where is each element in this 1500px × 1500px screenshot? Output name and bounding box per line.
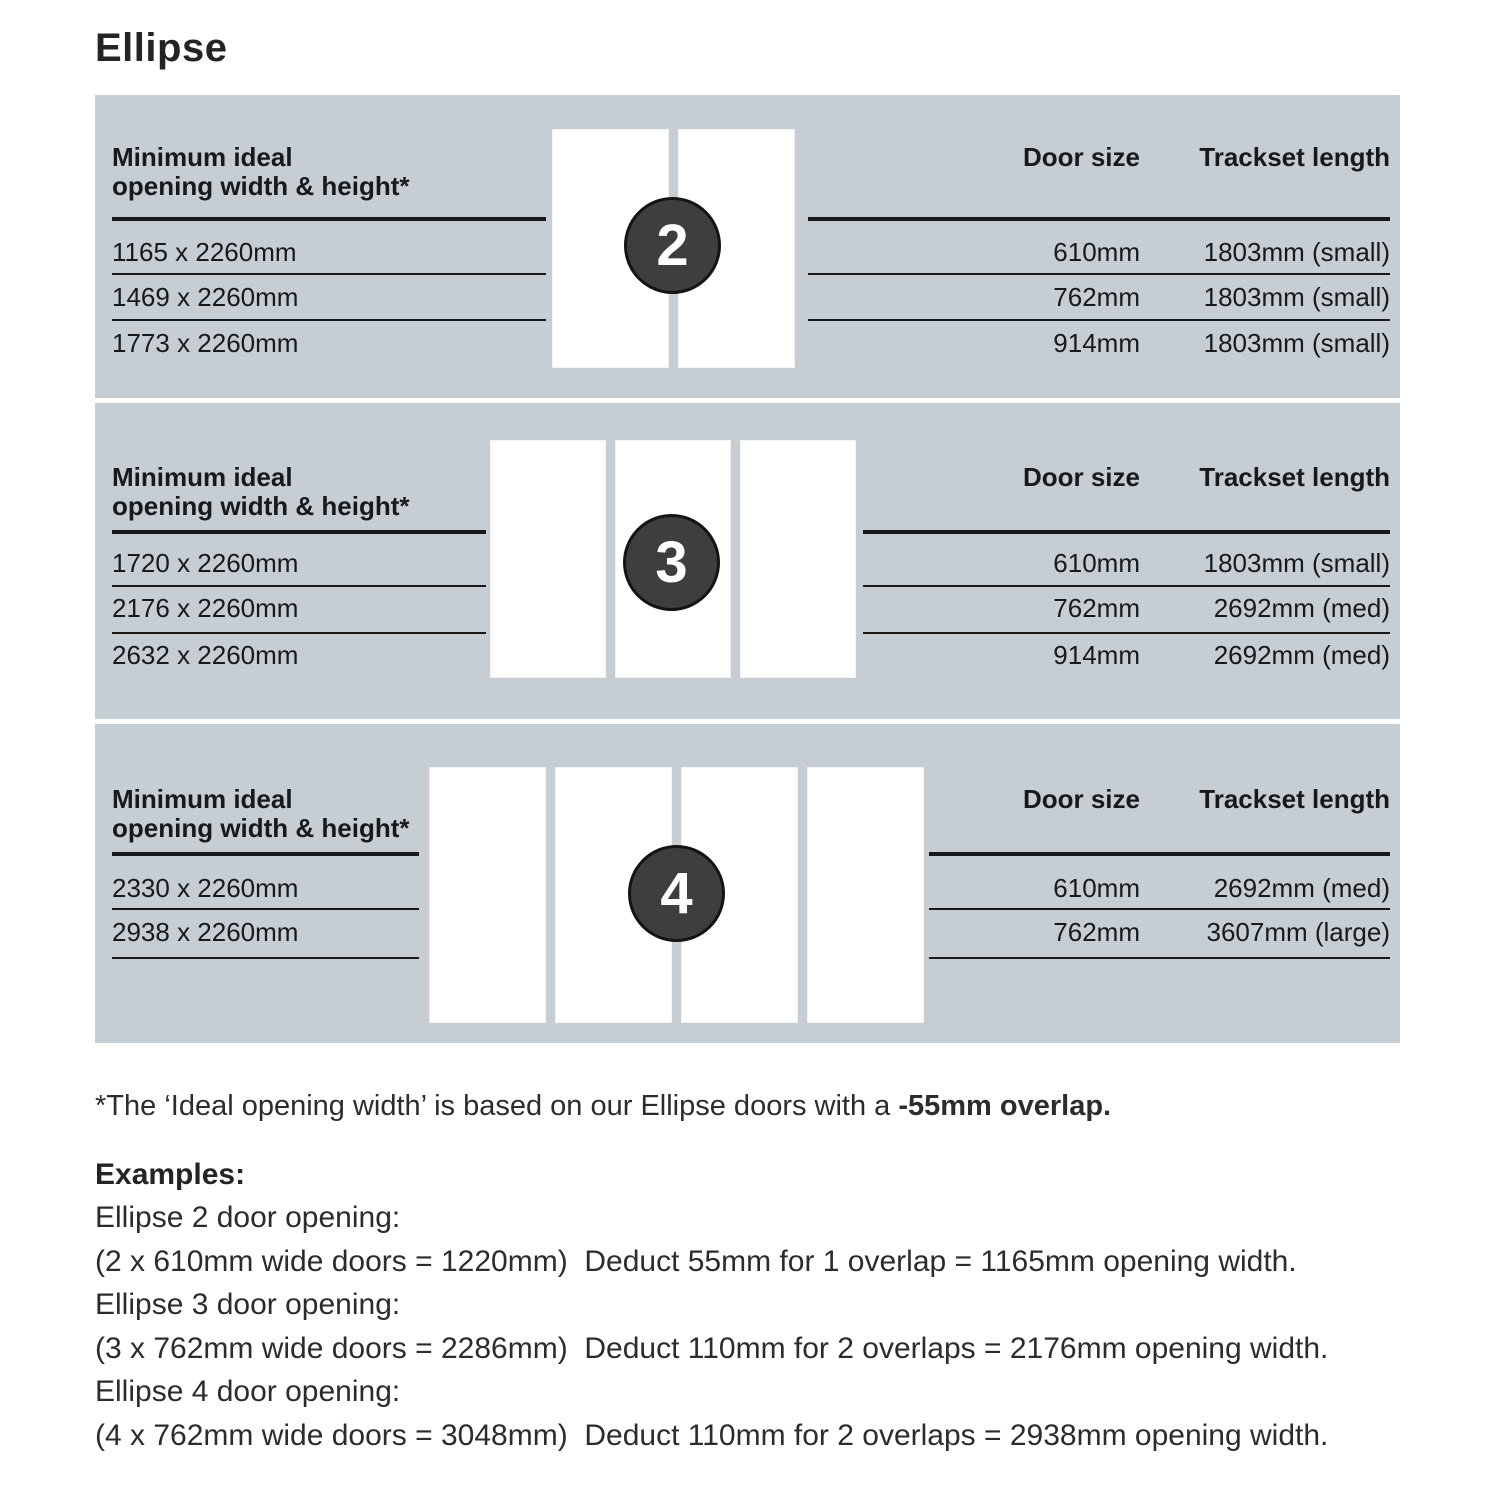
size-headers [863,463,1390,492]
trackset-value: 1803mm (small) [1203,328,1390,358]
section-4-door [95,724,1400,1043]
row-divider [929,908,1390,910]
row-divider [112,632,486,634]
row-divider [112,319,546,321]
door-size-value: 610mm [1053,873,1140,903]
door-count: 3 [655,529,688,595]
size-headers [929,785,1390,814]
header-divider [112,852,419,856]
trackset-value: 1803mm (small) [1203,548,1390,578]
opening-header-line2: opening width & height* [112,171,410,201]
footnote-bold: -55mm overlap. [898,1090,1112,1122]
opening-header [112,785,410,843]
example-line: (2 x 610mm wide doors = 1220mm) Deduct 55mm for 1 overlap = 1165mm opening width. [95,1244,1297,1278]
opening-header [112,463,410,521]
trackset-value: 1803mm (small) [1203,237,1390,267]
door-panel [490,440,606,678]
door-count-badge [623,514,720,611]
size-row [863,550,1390,576]
opening-header-line2: opening width & height* [112,491,410,521]
trackset-value: 2692mm (med) [1213,640,1390,670]
size-row [863,595,1390,621]
door-size-header: Door size [1022,784,1140,814]
trackset-value: 3607mm (large) [1206,917,1390,947]
door-panel [429,767,546,1023]
trackset-header: Trackset length [1199,142,1390,172]
size-row [863,642,1390,668]
door-size-value: 610mm [1053,237,1140,267]
door-size-value: 762mm [1053,917,1140,947]
row-divider [929,957,1390,959]
header-divider [112,217,546,221]
door-panel [740,440,856,678]
opening-value: 2938 x 2260mm [112,917,299,947]
row-divider [112,273,546,275]
door-count-badge [628,845,725,942]
footnote-text: *The ‘Ideal opening width’ is based on our Ellipse doors with a [95,1090,899,1122]
opening-header-line1: Minimum ideal [112,784,293,814]
trackset-header: Trackset length [1199,784,1390,814]
example-line: Ellipse 3 door opening: [95,1288,401,1321]
opening-value: 2176 x 2260mm [112,593,299,623]
row-divider [112,957,419,959]
size-row [929,919,1390,945]
door-size-value: 914mm [1053,640,1140,670]
section-2-door [95,95,1400,398]
example-line: Ellipse 2 door opening: [95,1201,401,1234]
size-row [808,330,1390,356]
section-3-door [95,403,1400,719]
row-divider [808,273,1390,275]
trackset-header: Trackset length [1199,462,1390,492]
door-panel [807,767,924,1023]
opening-value: 2330 x 2260mm [112,873,299,903]
door-size-value: 762mm [1053,593,1140,623]
size-row [808,239,1390,265]
door-size-value: 914mm [1053,328,1140,358]
header-divider [929,852,1390,856]
row-divider [112,908,419,910]
opening-header-line2: opening width & height* [112,813,410,843]
door-count: 4 [660,860,693,926]
opening-value: 1720 x 2260mm [112,548,299,578]
opening-value: 2632 x 2260mm [112,640,299,670]
door-size-header: Door size [1022,462,1140,492]
page-title: Ellipse [95,26,228,70]
size-row [929,875,1390,901]
opening-header [112,143,410,201]
row-divider [863,632,1390,634]
header-divider [112,530,486,534]
door-count: 2 [656,212,689,278]
example-line: (3 x 762mm wide doors = 2286mm) Deduct 110mm for 2 overlaps = 2176mm opening width. [95,1331,1329,1365]
row-divider [112,585,486,587]
example-line: (4 x 762mm wide doors = 3048mm) Deduct 110mm for 2 overlaps = 2938mm opening width. [95,1418,1329,1452]
door-size-header: Door size [1022,142,1140,172]
examples-list [95,1196,1328,1457]
trackset-value: 2692mm (med) [1213,873,1390,903]
door-size-value: 610mm [1053,548,1140,578]
row-divider [808,319,1390,321]
trackset-value: 1803mm (small) [1203,282,1390,312]
door-size-value: 762mm [1053,282,1140,312]
opening-value: 1165 x 2260mm [112,237,297,267]
size-row [808,284,1390,310]
header-divider [808,217,1390,221]
trackset-value: 2692mm (med) [1213,593,1390,623]
opening-header-line1: Minimum ideal [112,142,293,172]
header-divider [863,530,1390,534]
opening-value: 1469 x 2260mm [112,282,299,312]
footnote [95,1090,1111,1123]
door-count-badge [624,197,721,294]
examples-heading: Examples: [95,1158,246,1191]
size-headers [808,143,1390,172]
row-divider [863,585,1390,587]
opening-header-line1: Minimum ideal [112,462,293,492]
example-line: Ellipse 4 door opening: [95,1375,401,1408]
opening-value: 1773 x 2260mm [112,328,299,358]
